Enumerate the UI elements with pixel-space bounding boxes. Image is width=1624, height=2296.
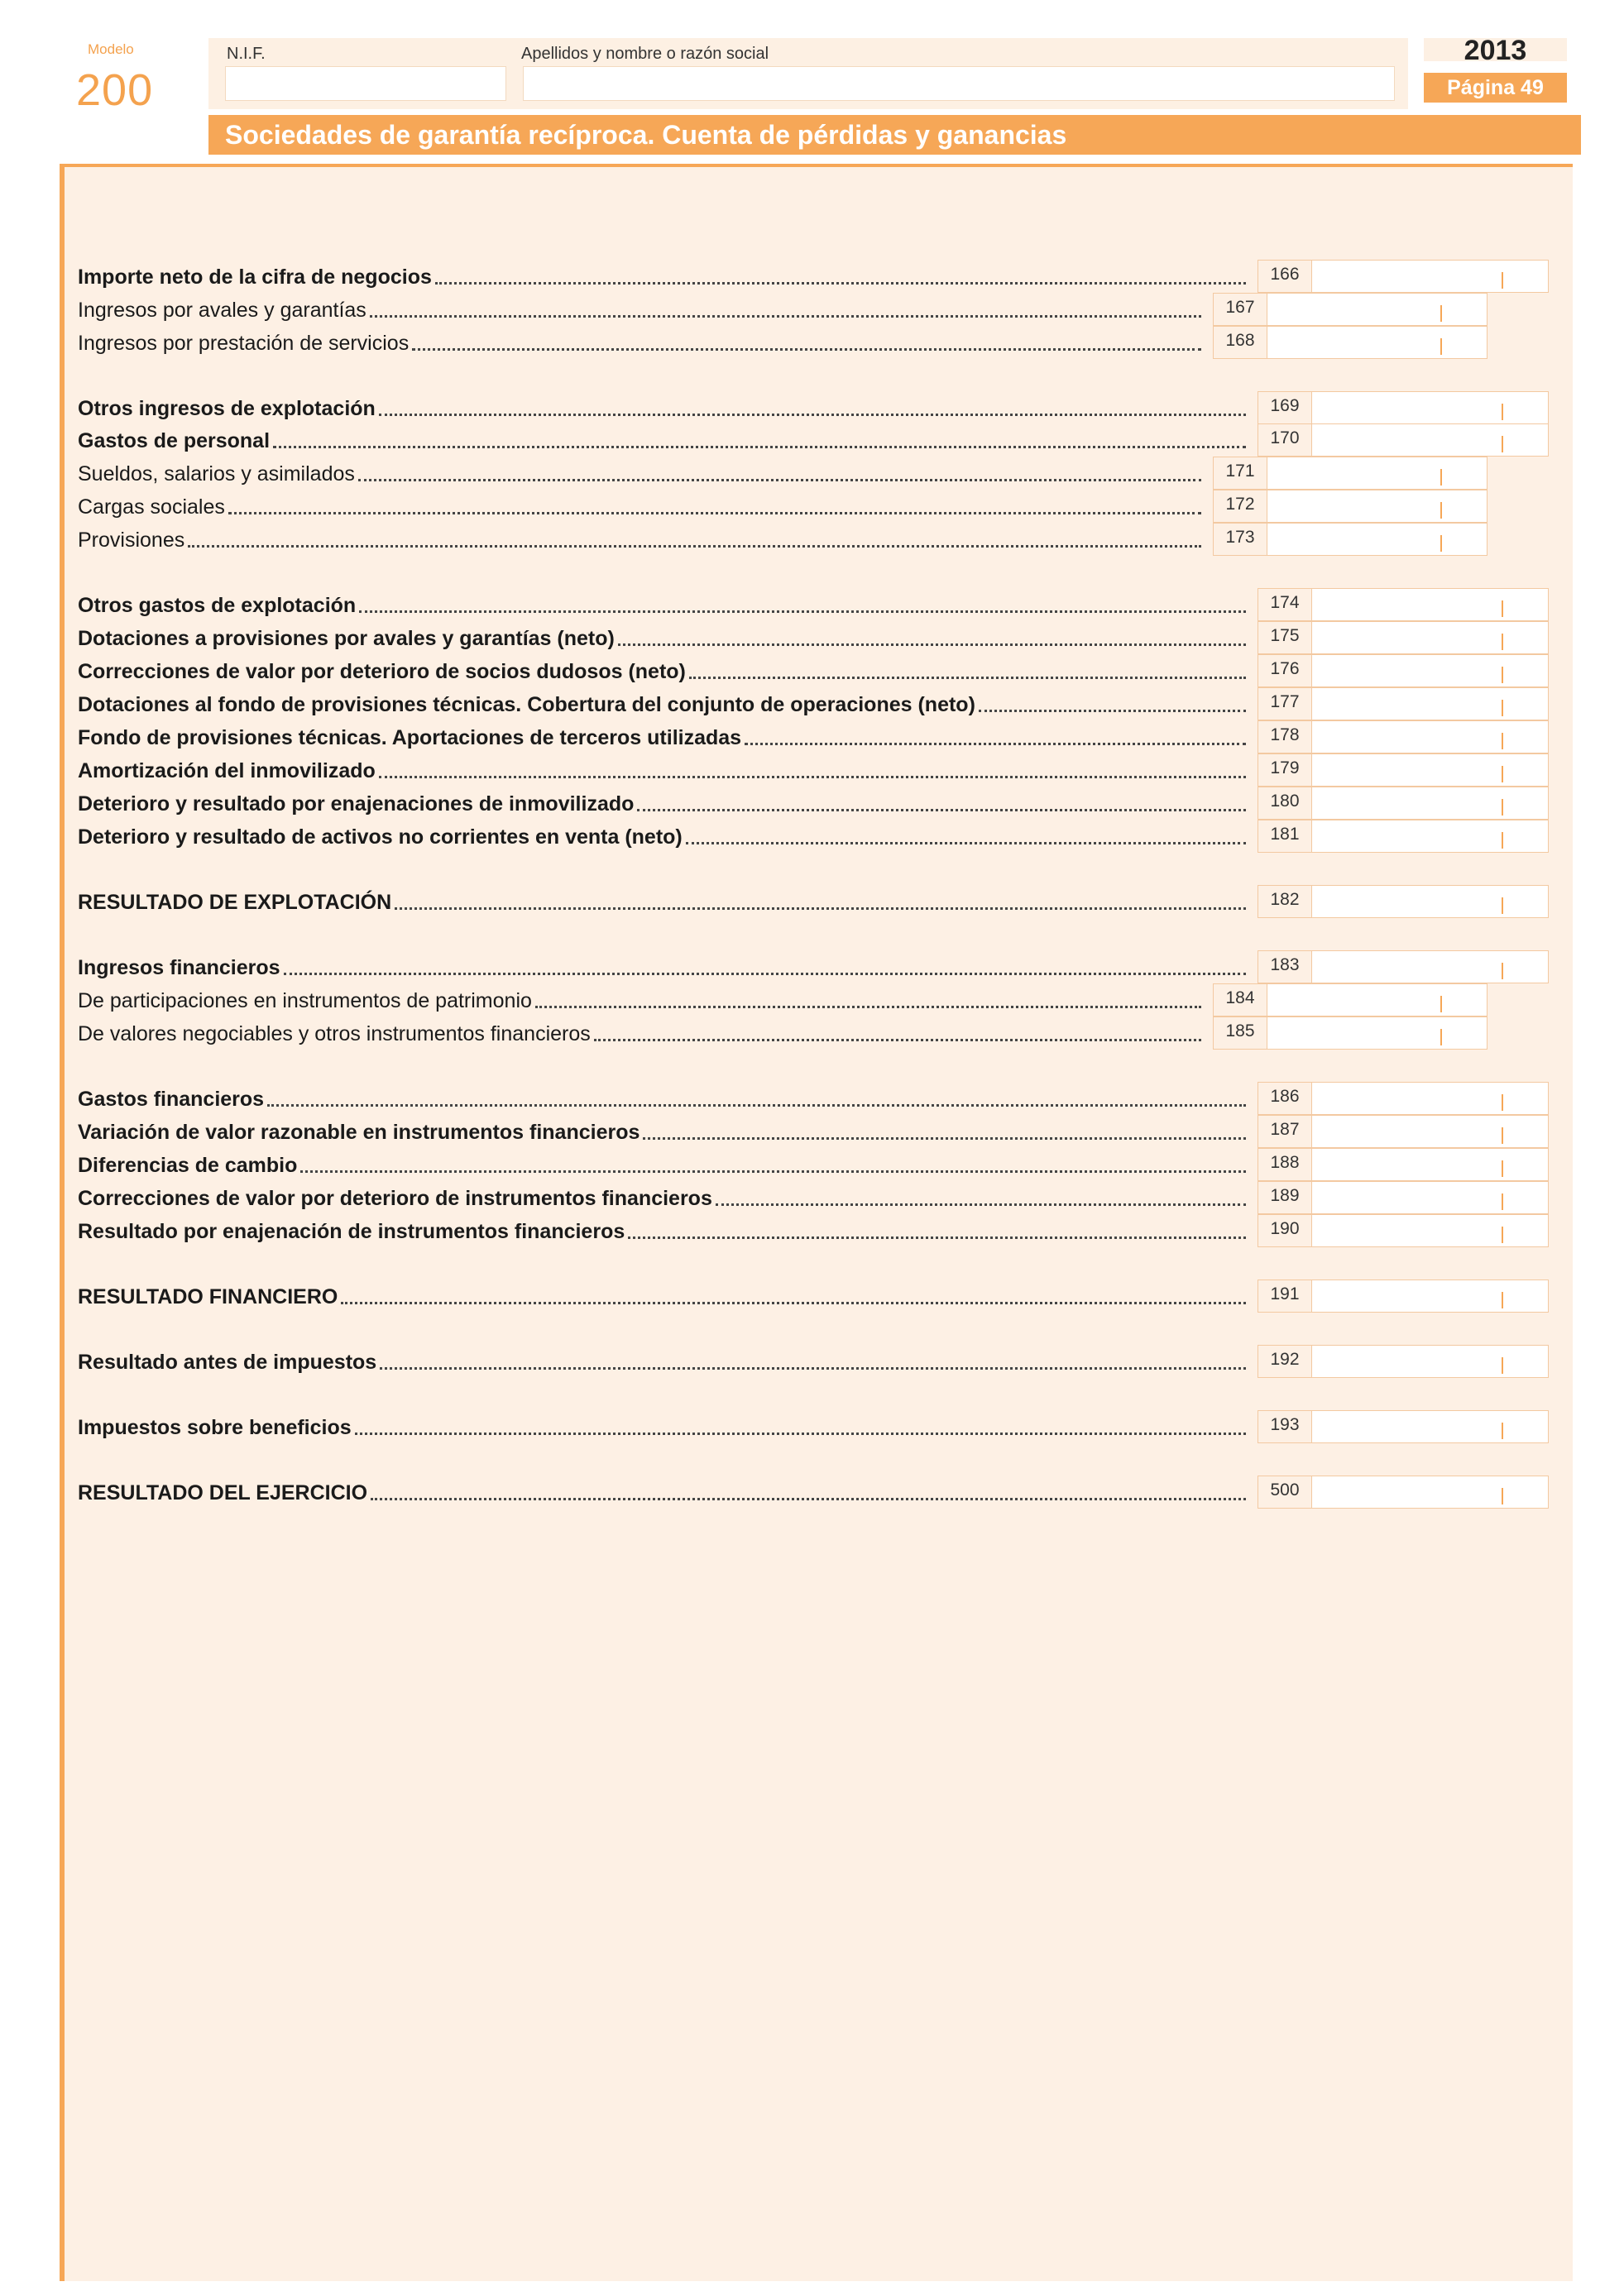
amount-field-167[interactable] xyxy=(1213,293,1487,326)
form-row-179 xyxy=(78,755,1249,785)
dot-leader xyxy=(412,348,1201,351)
row-label: Ingresos financieros xyxy=(78,956,280,979)
nif-field[interactable] xyxy=(225,66,506,101)
form-row-173 xyxy=(78,524,1205,554)
form-row-192 xyxy=(78,1347,1249,1376)
dot-leader xyxy=(188,545,1201,548)
box-code: 174 xyxy=(1258,589,1312,620)
box-code: 189 xyxy=(1258,1182,1312,1213)
amount-field-183[interactable] xyxy=(1258,950,1549,983)
amount-field-191[interactable] xyxy=(1258,1280,1549,1313)
amount-field-190[interactable] xyxy=(1258,1214,1549,1247)
amount-field-185[interactable] xyxy=(1213,1016,1487,1050)
row-label: Correcciones de valor por deterioro de socios dudosos (neto) xyxy=(78,660,686,683)
row-label: Ingresos por avales y garantías xyxy=(78,299,366,322)
row-label: RESULTADO FINANCIERO xyxy=(78,1285,338,1308)
name-field[interactable] xyxy=(523,66,1395,101)
decimal-separator-mark xyxy=(1502,1292,1503,1308)
row-label-wrap xyxy=(78,393,1249,423)
amount-field-175[interactable] xyxy=(1258,621,1549,654)
row-label: Resultado antes de impuestos xyxy=(78,1351,377,1374)
row-label: Otros gastos de explotación xyxy=(78,594,357,617)
form-row-188 xyxy=(78,1150,1249,1179)
row-label: Amortización del inmovilizado xyxy=(78,759,376,782)
amount-field-181[interactable] xyxy=(1258,820,1549,853)
decimal-separator-mark xyxy=(1502,1160,1503,1177)
row-label-wrap xyxy=(78,1412,1249,1442)
dot-leader xyxy=(379,414,1246,416)
row-label: Otros ingresos de explotación xyxy=(78,397,376,420)
row-label: Sueldos, salarios y asimilados xyxy=(78,462,355,486)
decimal-separator-mark xyxy=(1502,897,1503,914)
year-badge: 2013 xyxy=(1424,38,1567,61)
decimal-separator-mark xyxy=(1502,1127,1503,1144)
row-label: Dotaciones a provisiones por avales y garantías (neto) xyxy=(78,627,615,650)
form-row-187 xyxy=(78,1117,1249,1146)
row-label: Gastos de personal xyxy=(78,429,271,452)
row-label-wrap xyxy=(78,1183,1249,1213)
dot-leader xyxy=(379,776,1246,778)
form-row-186 xyxy=(78,1083,1249,1113)
page-badge: Página 49 xyxy=(1424,73,1567,103)
row-label-wrap xyxy=(78,524,1205,554)
form-row-181 xyxy=(78,821,1249,851)
decimal-separator-mark xyxy=(1502,1488,1503,1504)
box-code: 186 xyxy=(1258,1083,1312,1114)
dot-leader xyxy=(628,1236,1246,1239)
row-label: Variación de valor razonable en instrumentos financieros xyxy=(78,1121,640,1144)
decimal-separator-mark xyxy=(1502,963,1503,979)
amount-field-173[interactable] xyxy=(1213,523,1487,556)
row-label-wrap xyxy=(78,328,1205,357)
decimal-separator-mark xyxy=(1502,667,1503,683)
row-label-wrap xyxy=(78,623,1249,653)
box-code: 180 xyxy=(1258,787,1312,819)
row-label-wrap xyxy=(78,788,1249,818)
decimal-separator-mark xyxy=(1440,535,1442,552)
decimal-separator-mark xyxy=(1502,436,1503,452)
amount-field-500[interactable] xyxy=(1258,1476,1549,1509)
amount-field-171[interactable] xyxy=(1213,457,1487,490)
row-label-wrap xyxy=(78,1150,1249,1179)
amount-field-187[interactable] xyxy=(1258,1115,1549,1148)
row-label-wrap xyxy=(78,985,1205,1015)
dot-leader xyxy=(535,1006,1201,1008)
row-label: De valores negociables y otros instrumentos financieros xyxy=(78,1022,591,1045)
decimal-separator-mark xyxy=(1502,700,1503,716)
form-row-166 xyxy=(78,261,1249,291)
dot-leader xyxy=(267,1104,1246,1107)
dot-leader xyxy=(686,842,1246,844)
box-code: 172 xyxy=(1214,490,1267,522)
row-label: Provisiones xyxy=(78,529,185,552)
row-label-wrap xyxy=(78,590,1249,619)
form-row-176 xyxy=(78,656,1249,686)
box-code: 175 xyxy=(1258,622,1312,653)
box-code: 182 xyxy=(1258,886,1312,917)
box-code: 185 xyxy=(1214,1017,1267,1049)
form-row-178 xyxy=(78,722,1249,752)
decimal-separator-mark xyxy=(1502,404,1503,420)
form-row-172 xyxy=(78,491,1205,521)
row-label-wrap xyxy=(78,1347,1249,1376)
form-row-191 xyxy=(78,1281,1249,1311)
name-label: Apellidos y nombre o razón social xyxy=(521,45,769,63)
form-row-500 xyxy=(78,1477,1249,1507)
decimal-separator-mark xyxy=(1502,799,1503,816)
decimal-separator-mark xyxy=(1502,766,1503,782)
box-code: 193 xyxy=(1258,1411,1312,1442)
row-label-wrap xyxy=(78,1216,1249,1246)
decimal-separator-mark xyxy=(1440,338,1442,355)
dot-leader xyxy=(380,1367,1246,1370)
amount-field-174[interactable] xyxy=(1258,588,1549,621)
amount-field-188[interactable] xyxy=(1258,1148,1549,1181)
box-code: 168 xyxy=(1214,327,1267,358)
amount-field-179[interactable] xyxy=(1258,753,1549,787)
row-label-wrap xyxy=(78,294,1205,324)
decimal-separator-mark xyxy=(1502,1357,1503,1374)
form-row-175 xyxy=(78,623,1249,653)
decimal-separator-mark xyxy=(1502,600,1503,617)
amount-field-178[interactable] xyxy=(1258,720,1549,753)
form-row-169 xyxy=(78,393,1249,423)
row-label-wrap xyxy=(78,491,1205,521)
box-code: 187 xyxy=(1258,1116,1312,1147)
dot-leader xyxy=(618,643,1246,646)
box-code: 171 xyxy=(1214,457,1267,489)
dot-leader xyxy=(341,1302,1246,1304)
box-code: 188 xyxy=(1258,1149,1312,1180)
row-label: Resultado por enajenación de instrumentos financieros xyxy=(78,1220,625,1243)
row-label-wrap xyxy=(78,689,1249,719)
row-label-wrap xyxy=(78,1281,1249,1311)
modelo-number: 200 xyxy=(76,65,154,115)
amount-field-172[interactable] xyxy=(1213,490,1487,523)
row-label: Impuestos sobre beneficios xyxy=(78,1416,352,1439)
form-row-170 xyxy=(78,425,1249,455)
row-label: Fondo de provisiones técnicas. Aportaciones de terceros utilizadas xyxy=(78,726,742,749)
box-code: 179 xyxy=(1258,754,1312,786)
dot-leader xyxy=(228,512,1201,514)
dot-leader xyxy=(359,610,1246,613)
box-code: 184 xyxy=(1214,984,1267,1016)
box-code: 190 xyxy=(1258,1215,1312,1246)
row-label-wrap xyxy=(78,755,1249,785)
amount-field-170[interactable] xyxy=(1258,423,1549,457)
decimal-separator-mark xyxy=(1440,1029,1442,1045)
box-code: 167 xyxy=(1214,294,1267,325)
row-label-wrap xyxy=(78,656,1249,686)
amount-field-176[interactable] xyxy=(1258,654,1549,687)
amount-field-177[interactable] xyxy=(1258,687,1549,720)
dot-leader xyxy=(371,1498,1246,1500)
decimal-separator-mark xyxy=(1502,1227,1503,1243)
decimal-separator-mark xyxy=(1502,1423,1503,1439)
decimal-separator-mark xyxy=(1440,502,1442,519)
row-label: Gastos financieros xyxy=(78,1088,265,1111)
decimal-separator-mark xyxy=(1440,996,1442,1012)
form-row-189 xyxy=(78,1183,1249,1213)
form-row-184 xyxy=(78,985,1205,1015)
amount-field-169[interactable] xyxy=(1258,391,1549,424)
form-row-193 xyxy=(78,1412,1249,1442)
row-label-wrap xyxy=(78,821,1249,851)
nif-label: N.I.F. xyxy=(227,45,266,63)
form-row-185 xyxy=(78,1018,1205,1048)
dot-leader xyxy=(979,710,1246,712)
row-label-wrap xyxy=(78,1477,1249,1507)
row-label-wrap xyxy=(78,1018,1205,1048)
decimal-separator-mark xyxy=(1502,634,1503,650)
row-label: Deterioro y resultado de activos no corrientes en venta (neto) xyxy=(78,825,683,849)
dot-leader xyxy=(395,907,1246,910)
box-code: 169 xyxy=(1258,392,1312,423)
row-label: De participaciones en instrumentos de patrimonio xyxy=(78,989,532,1012)
row-label-wrap xyxy=(78,722,1249,752)
row-label-wrap xyxy=(78,1117,1249,1146)
amount-field-184[interactable] xyxy=(1213,983,1487,1016)
decimal-separator-mark xyxy=(1502,1193,1503,1210)
dot-leader xyxy=(689,677,1246,679)
decimal-separator-mark xyxy=(1440,469,1442,486)
dot-leader xyxy=(594,1039,1201,1041)
row-label: Dotaciones al fondo de provisiones técnicas. Cobertura del conjunto de operaciones (neto) xyxy=(78,693,975,716)
form-row-183 xyxy=(78,952,1249,982)
row-label-wrap xyxy=(78,887,1249,916)
row-label-wrap xyxy=(78,952,1249,982)
row-label: Correcciones de valor por deterioro de instrumentos financieros xyxy=(78,1187,712,1210)
row-label-wrap xyxy=(78,261,1249,291)
row-label: RESULTADO DE EXPLOTACIÓN xyxy=(78,891,392,914)
box-code: 177 xyxy=(1258,688,1312,720)
form-row-182 xyxy=(78,887,1249,916)
row-label-wrap xyxy=(78,458,1205,488)
box-code: 173 xyxy=(1214,524,1267,555)
decimal-separator-mark xyxy=(1440,305,1442,322)
decimal-separator-mark xyxy=(1502,1094,1503,1111)
form-row-171 xyxy=(78,458,1205,488)
box-code: 166 xyxy=(1258,261,1312,292)
amount-field-182[interactable] xyxy=(1258,885,1549,918)
dot-leader xyxy=(716,1203,1246,1206)
decimal-separator-mark xyxy=(1502,832,1503,849)
box-code: 183 xyxy=(1258,951,1312,983)
row-label-wrap xyxy=(78,1083,1249,1113)
amount-field-180[interactable] xyxy=(1258,787,1549,820)
dot-leader xyxy=(370,315,1201,318)
box-code: 181 xyxy=(1258,820,1312,852)
box-code: 170 xyxy=(1258,424,1312,456)
box-code: 178 xyxy=(1258,721,1312,753)
dot-leader xyxy=(435,282,1246,285)
page-title: Sociedades de garantía recíproca. Cuenta de pérdidas y ganancias xyxy=(208,115,1581,155)
taxpayer-header xyxy=(208,38,1408,109)
amount-field-192[interactable] xyxy=(1258,1345,1549,1378)
amount-field-193[interactable] xyxy=(1258,1410,1549,1443)
form-row-174 xyxy=(78,590,1249,619)
box-code: 191 xyxy=(1258,1280,1312,1312)
dot-leader xyxy=(273,446,1246,448)
amount-field-168[interactable] xyxy=(1213,326,1487,359)
form-row-180 xyxy=(78,788,1249,818)
form-row-167 xyxy=(78,294,1205,324)
dot-leader xyxy=(355,1433,1246,1435)
row-label: Diferencias de cambio xyxy=(78,1154,298,1177)
amount-field-166[interactable] xyxy=(1258,260,1549,293)
dot-leader xyxy=(637,809,1246,811)
row-label-wrap xyxy=(78,425,1249,455)
form-row-177 xyxy=(78,689,1249,719)
box-code: 176 xyxy=(1258,655,1312,686)
dot-leader xyxy=(643,1137,1246,1140)
form-row-168 xyxy=(78,328,1205,357)
amount-field-186[interactable] xyxy=(1258,1082,1549,1115)
dot-leader xyxy=(358,479,1201,481)
row-label: Deterioro y resultado por enajenaciones de inmovilizado xyxy=(78,792,635,816)
dot-leader xyxy=(300,1170,1246,1173)
row-label: Ingresos por prestación de servicios xyxy=(78,332,410,355)
box-code: 500 xyxy=(1258,1476,1312,1508)
row-label: Cargas sociales xyxy=(78,495,225,519)
box-code: 192 xyxy=(1258,1346,1312,1377)
row-label: Importe neto de la cifra de negocios xyxy=(78,265,432,289)
row-label: RESULTADO DEL EJERCICIO xyxy=(78,1481,368,1504)
decimal-separator-mark xyxy=(1502,733,1503,749)
dot-leader xyxy=(284,973,1246,975)
form-row-190 xyxy=(78,1216,1249,1246)
modelo-label: Modelo xyxy=(88,41,134,57)
dot-leader xyxy=(745,743,1246,745)
amount-field-189[interactable] xyxy=(1258,1181,1549,1214)
decimal-separator-mark xyxy=(1502,272,1503,289)
